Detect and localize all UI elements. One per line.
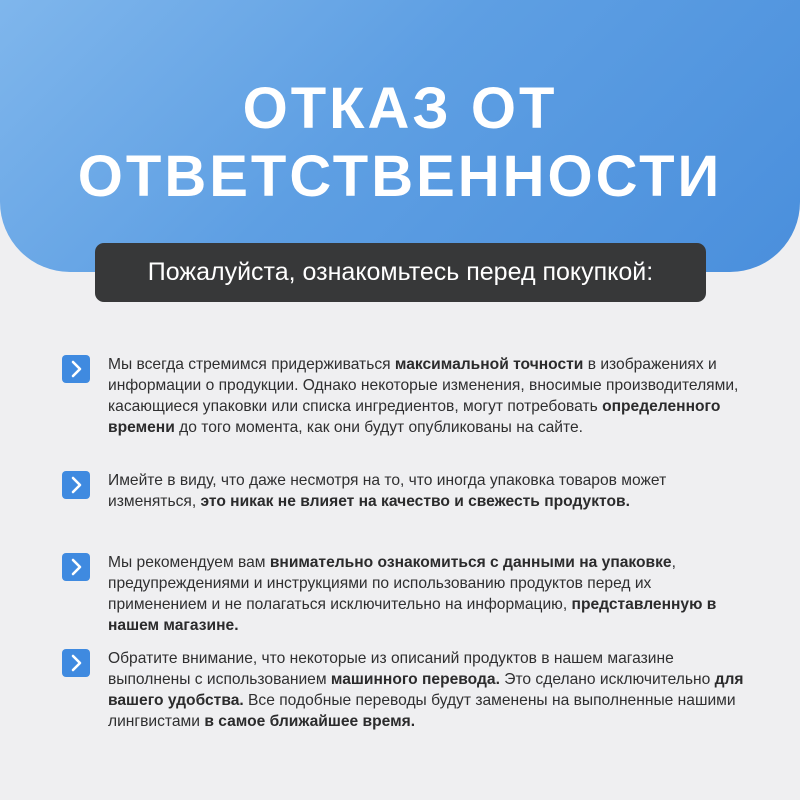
page-title-line1: ОТКАЗ ОТ [242,76,558,141]
chevron-right-icon [62,471,90,499]
body-text: Имейте в виду, что даже несмотря на то, что иногда упаковка товаров может изменяться, [108,472,667,510]
list-item-text [108,648,748,732]
body-text: в изображениях и информации о продукции. Однако некоторые изменения, вносимые производителями, касающиеся упаковки или списка ингредиентов, могут потребовать [108,356,739,415]
subtitle-text: Пожалуйста, ознакомьтесь перед покупкой: [147,258,654,286]
body-text: , предупреждениями и инструкциями по использованию продуктов перед их применением и не полагаться исключительно на информацию, [108,554,676,613]
body-text: до того момента, как они будут опубликованы на сайте. [174,419,583,436]
emphasis-text: для вашего удобства. [108,671,744,709]
chevron-right-icon [62,355,90,383]
page-title-line2: ОТВЕТСТВЕННОСТИ [77,144,723,209]
emphasis-text: определенного времени [108,398,721,436]
emphasis-text: внимательно ознакомиться с данными на упаковке [269,554,672,571]
emphasis-text: это никак не влияет на качество и свежесть продуктов. [200,493,630,510]
body-text: Это сделано исключительно [499,671,715,688]
emphasis-text: в самое ближайшее время. [204,713,416,730]
list-item-text [108,354,748,438]
chevron-right-icon [62,553,90,581]
body-text: Обратите внимание, что некоторые из описаний продуктов в нашем магазине выполнены с использованием [108,650,674,688]
emphasis-text: представленную в нашем магазине. [108,596,717,634]
list-item-text [108,552,748,636]
body-text: Все подобные переводы будут заменены на выполненные нашими лингвистами [108,692,736,730]
subtitle-bar [95,243,706,302]
emphasis-text: машинного перевода. [330,671,500,688]
body-text: Мы всегда стремимся придерживаться [108,356,395,373]
list-item-text [108,470,748,512]
chevron-right-icon [62,649,90,677]
body-text: Мы рекомендуем вам [108,554,270,571]
emphasis-text: максимальной точности [394,356,584,373]
